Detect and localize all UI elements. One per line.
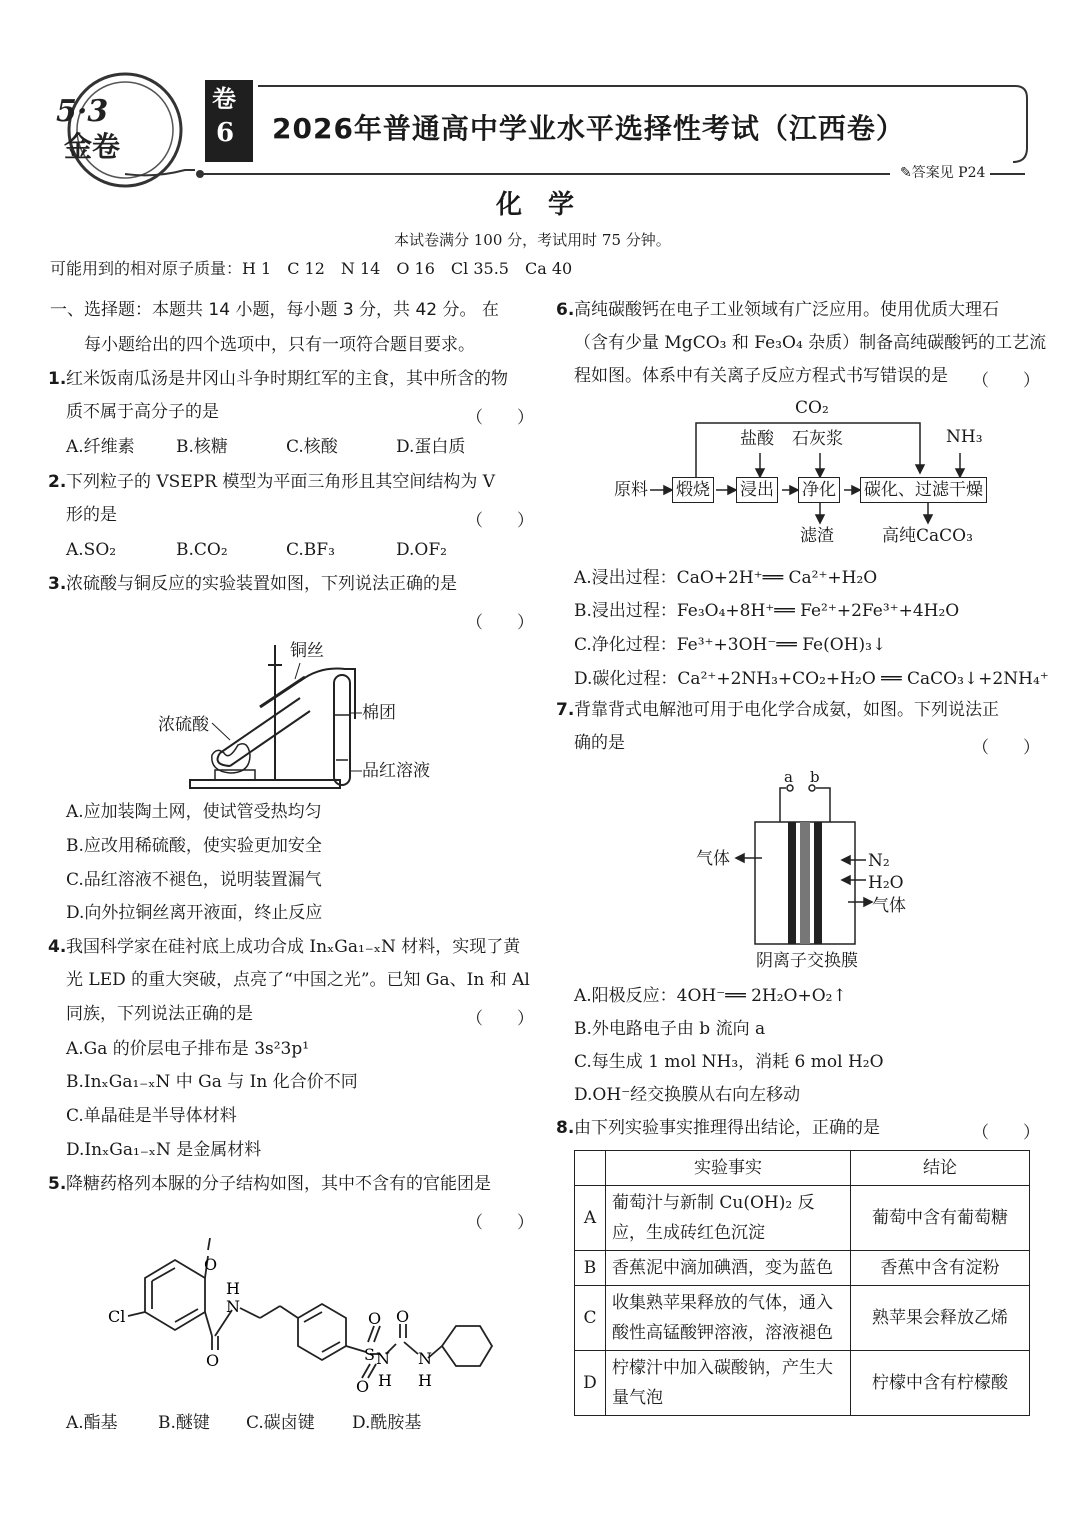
- question-number: 6.: [556, 300, 575, 320]
- question-stem-line1: 高纯碳酸钙在电子工业领域有广泛应用。使用优质大理石: [574, 300, 999, 320]
- option-a: A.浸出过程：CaO+2H⁺══ Ca²⁺+H₂O: [574, 568, 878, 588]
- option-c: C.品红溶液不褪色，说明装置漏气: [66, 870, 322, 890]
- option-b: B.核糖: [176, 437, 228, 457]
- row-key: D: [575, 1351, 606, 1416]
- atom-urea-oxygen: O: [396, 1307, 410, 1326]
- electrode-b: b: [810, 768, 820, 786]
- option-c: C.单晶硅是半导体材料: [66, 1106, 237, 1126]
- option-d: D.酰胺基: [352, 1413, 422, 1433]
- flow-product: 高纯CaCO₃: [882, 526, 973, 546]
- flow-hydrochloric-acid: 盐酸: [740, 429, 774, 449]
- row-fact: 香蕉泥中滴加碘酒，变为蓝色: [606, 1251, 851, 1286]
- question-stem-line2: 形的是: [66, 505, 117, 525]
- answer-bracket: （ ）: [466, 1213, 534, 1233]
- label-conc-sulfuric-acid: 浓硫酸: [158, 715, 209, 735]
- row-conclusion: 葡萄中含有葡萄糖: [851, 1186, 1030, 1251]
- table-header: [575, 1151, 606, 1186]
- question-stem-line1: 下列粒子的 VSEPR 模型为平面三角形且其空间结构为 V: [66, 472, 496, 492]
- exam-title: 2026年普通高中学业水平选择性考试（江西卷）: [272, 112, 905, 145]
- answer-bracket: （ ）: [972, 371, 1040, 391]
- atom-carbonyl-oxygen: O: [206, 1351, 220, 1370]
- question-stem-line1: 背靠背式电解池可用于电化学合成氨，如图。下列说法正: [574, 700, 999, 720]
- question-number: 3.: [48, 574, 67, 594]
- question-number: 8.: [556, 1118, 575, 1138]
- option-a: A.纤维素: [66, 437, 135, 457]
- electrode-a: a: [784, 768, 793, 786]
- label-gas-left: 气体: [696, 849, 730, 869]
- answer-bracket: （ ）: [466, 511, 534, 531]
- label-gas-right: 气体: [872, 896, 906, 916]
- answer-bracket: （ ）: [466, 1009, 534, 1029]
- seal-text-bottom: 金卷: [64, 130, 121, 163]
- question-stem-line2: 质不属于高分子的是: [66, 402, 219, 422]
- label-magenta-solution: 品红溶液: [362, 761, 430, 781]
- row-conclusion: 柠檬中含有柠檬酸: [851, 1351, 1030, 1416]
- glibenclamide-structure: [100, 1238, 500, 1398]
- option-c: C.每生成 1 mol NH₃，消耗 6 mol H₂O: [574, 1052, 884, 1072]
- answer-bracket: （ ）: [466, 613, 534, 633]
- label-n2: N₂: [868, 851, 890, 871]
- atom-sulfonyl-oxygen-bottom: O: [356, 1377, 370, 1396]
- option-c: C.核酸: [286, 437, 338, 457]
- option-c: C.碳卤键: [246, 1413, 315, 1433]
- atom-ether-oxygen: O: [204, 1255, 218, 1274]
- atomic-masses: 可能用到的相对原子质量：H 1 C 12 N 14 O 16 Cl 35.5 Ca 40: [50, 259, 573, 278]
- question-stem-line2: 光 LED 的重大突破，点亮了“中国之光”。已知 Ga、In 和 Al: [66, 970, 530, 990]
- flow-co2: CO₂: [795, 398, 829, 418]
- answer-bracket: （ ）: [972, 738, 1040, 758]
- option-b: B.InₓGa₁₋ₓN 中 Ga 与 In 化合价不同: [66, 1072, 358, 1092]
- answer-reference: [900, 164, 985, 182]
- question-number: 1.: [48, 369, 67, 389]
- option-d: D.InₓGa₁₋ₓN 是金属材料: [66, 1140, 262, 1160]
- option-a: A.SO₂: [66, 540, 117, 560]
- row-key: C: [575, 1286, 606, 1351]
- table-row: [575, 1286, 1030, 1351]
- question-stem-line2: （含有少量 MgCO₃ 和 Fe₃O₄ 杂质）制备高纯碳酸钙的工艺流: [574, 333, 1047, 353]
- table-row: [575, 1186, 1030, 1251]
- flow-step-purify: 净化: [798, 477, 840, 503]
- atom-amide-nitrogen: N: [226, 1297, 240, 1316]
- option-a: A.Ga 的价层电子排布是 3s²3p¹: [66, 1039, 310, 1059]
- row-fact: 柠檬汁中加入碳酸钠，产生大量气泡: [606, 1351, 851, 1416]
- question-stem-line3: 同族，下列说法正确的是: [66, 1004, 253, 1024]
- experiment-table: [574, 1150, 1030, 1416]
- table-header-row: [575, 1151, 1030, 1186]
- table-header: 实验事实: [606, 1151, 851, 1186]
- flow-step-leach: 浸出: [736, 477, 778, 503]
- option-b: B.浸出过程：Fe₃O₄+8H⁺══ Fe²⁺+2Fe³⁺+4H₂O: [574, 601, 960, 621]
- section-heading-line1: 一、选择题：本题共 14 小题，每小题 3 分，共 42 分。 在: [50, 300, 499, 320]
- question-number: 5.: [48, 1174, 67, 1194]
- option-a: A.酯基: [66, 1413, 118, 1433]
- question-number: 4.: [48, 937, 67, 957]
- question-stem-line1: 由下列实验事实推理得出结论，正确的是: [574, 1118, 880, 1138]
- flow-lime-slurry: 石灰浆: [792, 429, 843, 449]
- table-header: 结论: [851, 1151, 1030, 1186]
- option-a: A.阳极反应：4OH⁻══ 2H₂O+O₂↑: [574, 986, 847, 1006]
- option-c: C.净化过程：Fe³⁺+3OH⁻══ Fe(OH)₃↓: [574, 635, 887, 655]
- option-c: C.BF₃: [286, 540, 335, 560]
- option-d: D.向外拉铜丝离开液面，终止反应: [66, 903, 323, 923]
- atom-sulfonamide-hydrogen: H: [378, 1371, 392, 1390]
- exam-info: 本试卷满分 100 分，考试用时 75 分钟。: [394, 231, 671, 249]
- flow-raw-material: 原料: [614, 480, 648, 500]
- question-number: 7.: [556, 700, 575, 720]
- volume-label: 卷: [212, 84, 236, 113]
- table-row: [575, 1251, 1030, 1286]
- row-fact: 收集熟苹果释放的气体，通入酸性高锰酸钾溶液，溶液褪色: [606, 1286, 851, 1351]
- flow-nh3: NH₃: [946, 427, 983, 447]
- question-number: 2.: [48, 472, 67, 492]
- option-b: B.应改用稀硫酸，使实验更加安全: [66, 836, 322, 856]
- option-d: D.OH⁻经交换膜从右向左移动: [574, 1085, 801, 1105]
- atom-amide-hydrogen: H: [226, 1279, 240, 1298]
- label-copper-wire: 铜丝: [290, 641, 324, 661]
- row-fact: 葡萄汁与新制 Cu(OH)₂ 反应，生成砖红色沉淀: [606, 1186, 851, 1251]
- flow-residue: 滤渣: [800, 526, 834, 546]
- question-stem-line1: 红米饭南瓜汤是井冈山斗争时期红军的主食，其中所含的物: [66, 369, 508, 389]
- row-conclusion: 香蕉中含有淀粉: [851, 1251, 1030, 1286]
- table-row: [575, 1351, 1030, 1416]
- label-anion-exchange-membrane: 阴离子交换膜: [756, 951, 858, 971]
- flow-step-carbonation: 碳化、过滤干燥: [860, 477, 987, 503]
- row-key: A: [575, 1186, 606, 1251]
- answer-bracket: （ ）: [972, 1123, 1040, 1143]
- option-a: A.应加装陶土网，使试管受热均匀: [66, 802, 322, 822]
- section-heading-line2: 每小题给出的四个选项中，只有一项符合题目要求。: [84, 335, 475, 355]
- option-d: D.OF₂: [396, 540, 447, 560]
- pen-icon: ✎: [900, 165, 912, 181]
- answer-bracket: （ ）: [466, 408, 534, 428]
- label-h2o: H₂O: [868, 873, 904, 893]
- atom-chlorine: Cl: [108, 1307, 126, 1326]
- subject-title: 化 学: [496, 190, 575, 220]
- atom-sulfonamide-nitrogen: N: [376, 1349, 390, 1368]
- rule-dot: [196, 170, 204, 178]
- atom-urea-nitrogen: N: [418, 1349, 432, 1368]
- question-stem-line3: 程如图。体系中有关离子反应方程式书写错误的是: [574, 366, 948, 386]
- row-key: B: [575, 1251, 606, 1286]
- option-b: B.醚键: [158, 1413, 210, 1433]
- atom-sulfur: S: [364, 1345, 375, 1364]
- option-b: B.CO₂: [176, 540, 228, 560]
- option-d: D.碳化过程：Ca²⁺+2NH₃+CO₂+H₂O ══ CaCO₃↓+2NH₄⁺: [574, 669, 1049, 689]
- atom-urea-hydrogen: H: [418, 1371, 432, 1390]
- atom-sulfonyl-oxygen-top: O: [368, 1309, 382, 1328]
- label-cotton-ball: 棉团: [362, 703, 396, 723]
- question-stem-line2: 确的是: [574, 733, 625, 753]
- seal-text-top: 5·3: [56, 94, 109, 129]
- flow-step-calcine: 煅烧: [672, 477, 714, 503]
- question-stem-line1: 我国科学家在硅衬底上成功合成 InₓGa₁₋ₓN 材料，实现了黄: [66, 937, 521, 957]
- option-b: B.外电路电子由 b 流向 a: [574, 1019, 766, 1039]
- volume-number: 6: [216, 118, 235, 148]
- answer-reference-text: 答案见 P24: [911, 165, 986, 181]
- row-conclusion: 熟苹果会释放乙烯: [851, 1286, 1030, 1351]
- question-stem-line1: 降糖药格列本脲的分子结构如图，其中不含有的官能团是: [66, 1174, 491, 1194]
- question-stem-line1: 浓硫酸与铜反应的实验装置如图，下列说法正确的是: [66, 574, 457, 594]
- option-d: D.蛋白质: [396, 437, 466, 457]
